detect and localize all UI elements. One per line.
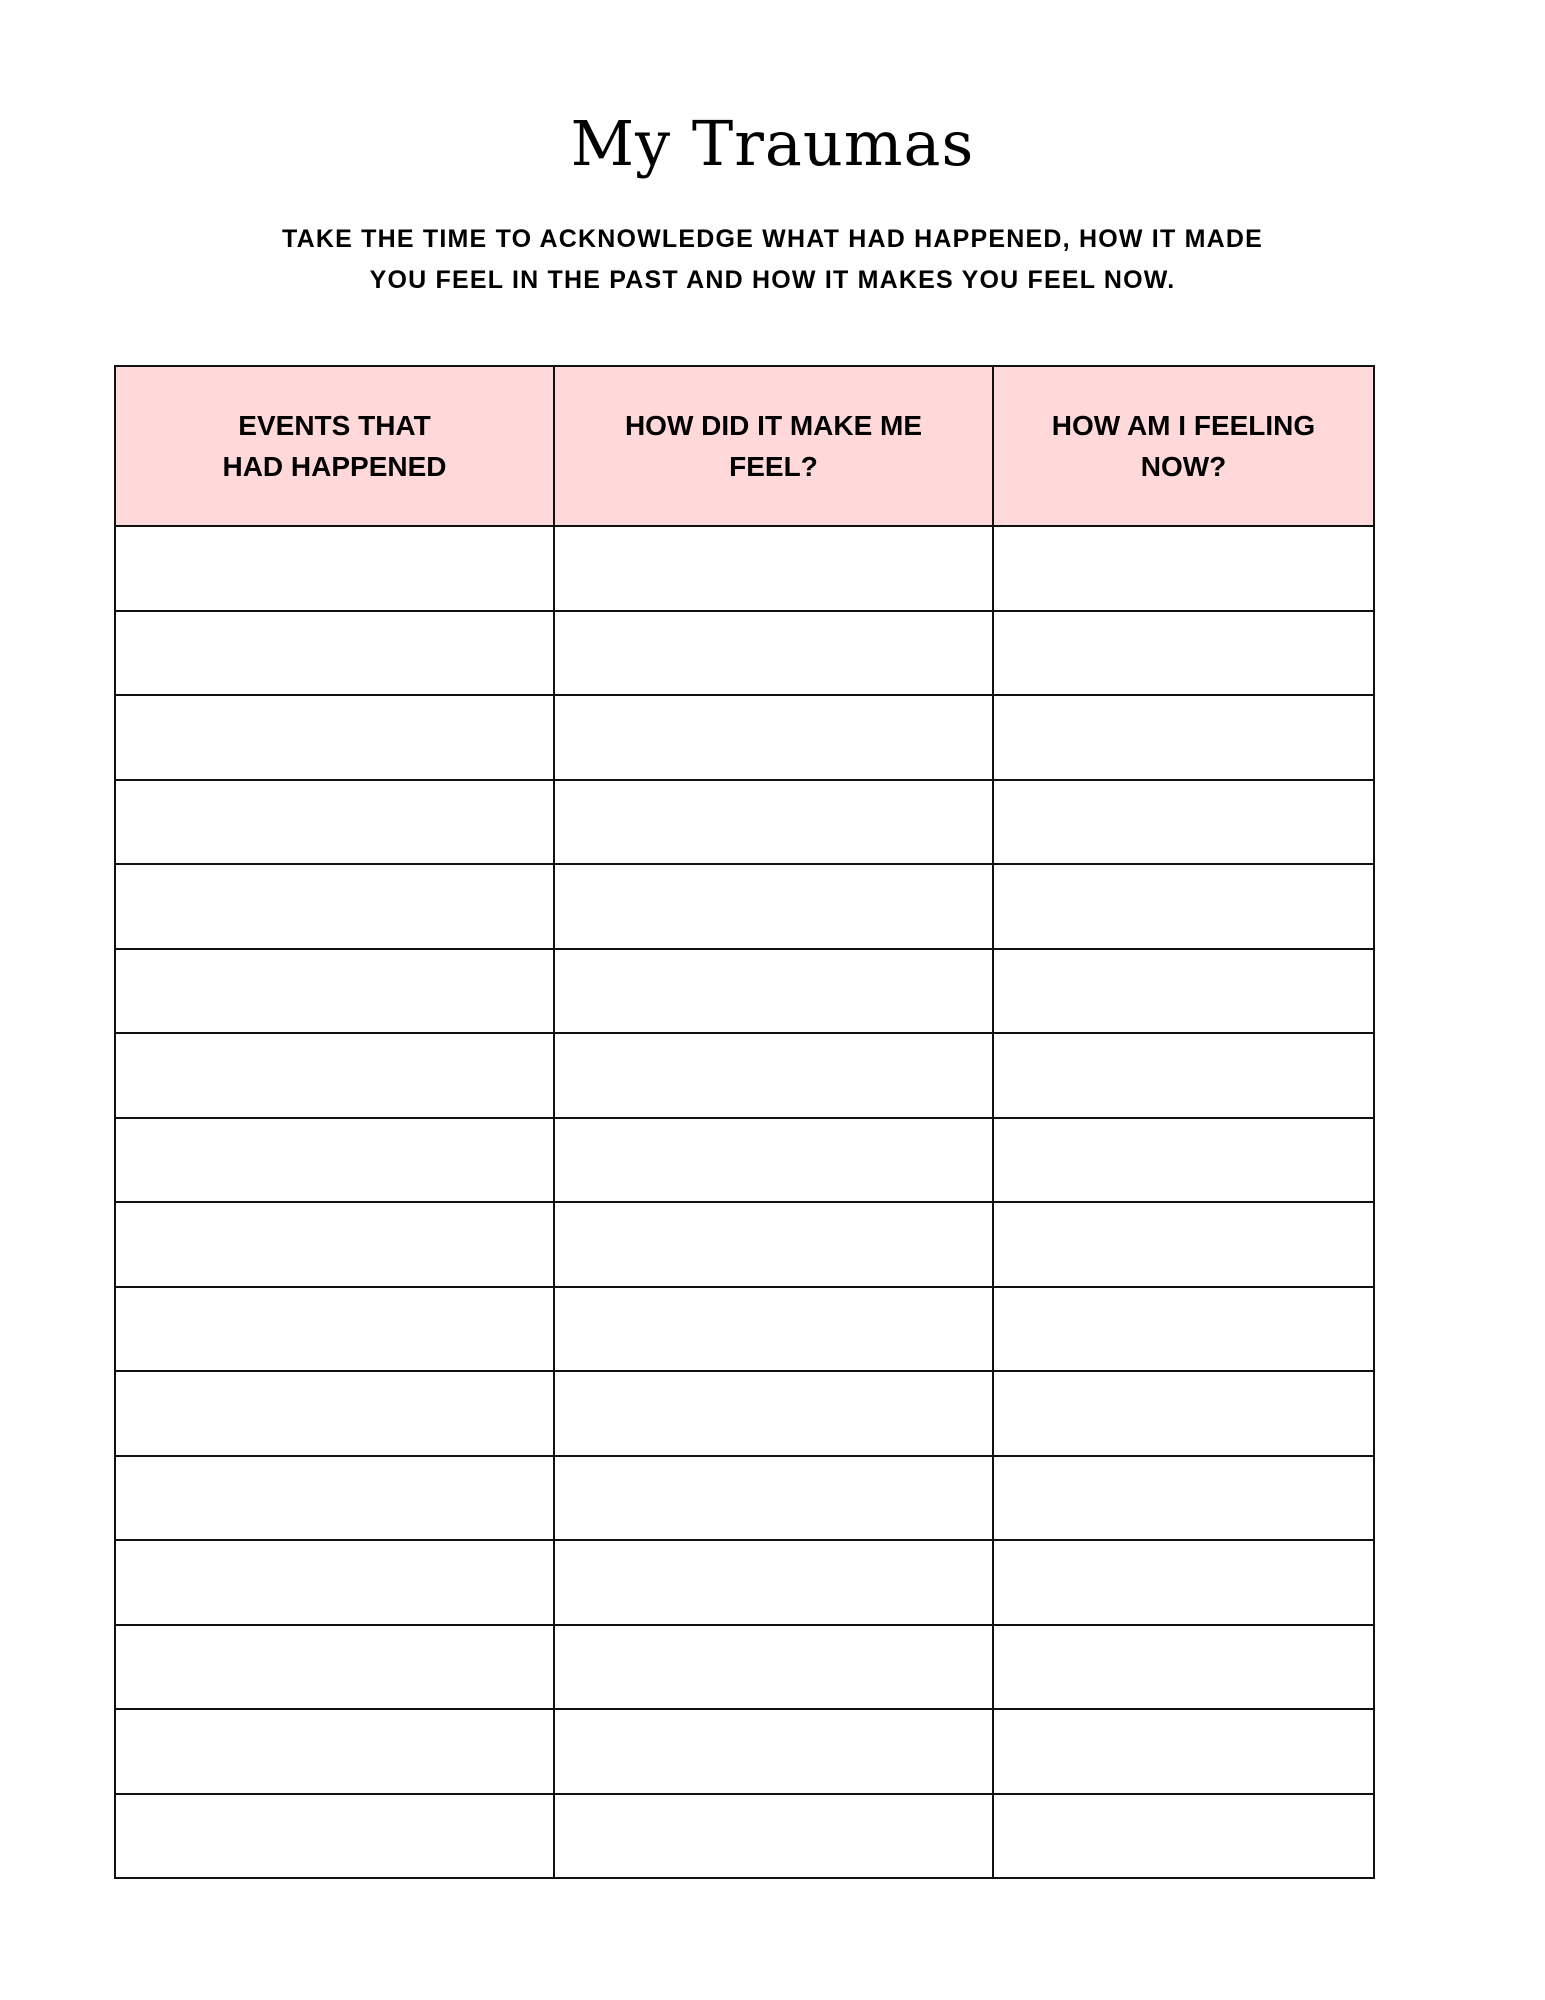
cell-event[interactable] (115, 1118, 554, 1203)
table-row (115, 949, 1374, 1034)
column-header-feeling-now: HOW AM I FEELING NOW? (993, 366, 1374, 526)
cell-event[interactable] (115, 1540, 554, 1625)
cell-past-feeling[interactable] (554, 1625, 993, 1710)
cell-current-feeling[interactable] (993, 695, 1374, 780)
table-row (115, 1287, 1374, 1372)
cell-past-feeling[interactable] (554, 1540, 993, 1625)
cell-past-feeling[interactable] (554, 1371, 993, 1456)
cell-current-feeling[interactable] (993, 1287, 1374, 1372)
table-row (115, 1794, 1374, 1879)
table-body (115, 526, 1374, 1878)
cell-event[interactable] (115, 864, 554, 949)
cell-event[interactable] (115, 1287, 554, 1372)
table-row (115, 864, 1374, 949)
cell-past-feeling[interactable] (554, 780, 993, 865)
cell-past-feeling[interactable] (554, 864, 993, 949)
cell-current-feeling[interactable] (993, 611, 1374, 696)
column-header-how-it-made-me-feel: HOW DID IT MAKE ME FEEL? (554, 366, 993, 526)
table-row (115, 526, 1374, 611)
cell-current-feeling[interactable] (993, 1456, 1374, 1541)
cell-event[interactable] (115, 695, 554, 780)
cell-event[interactable] (115, 949, 554, 1034)
cell-past-feeling[interactable] (554, 949, 993, 1034)
cell-current-feeling[interactable] (993, 1371, 1374, 1456)
table-row (115, 611, 1374, 696)
cell-event[interactable] (115, 526, 554, 611)
cell-past-feeling[interactable] (554, 1202, 993, 1287)
cell-current-feeling[interactable] (993, 1794, 1374, 1879)
table-header-row (115, 366, 1374, 526)
cell-event[interactable] (115, 1202, 554, 1287)
instructions (150, 219, 1395, 301)
table-row (115, 1371, 1374, 1456)
table-row (115, 780, 1374, 865)
column-header-events: EVENTS THAT HAD HAPPENED (115, 366, 554, 526)
cell-current-feeling[interactable] (993, 1625, 1374, 1710)
cell-event[interactable] (115, 1371, 554, 1456)
cell-current-feeling[interactable] (993, 526, 1374, 611)
instructions-line-2: YOU FEEL IN THE PAST AND HOW IT MAKES YOU FEEL NOW. (369, 266, 1176, 294)
table-row (115, 1709, 1374, 1794)
cell-past-feeling[interactable] (554, 1794, 993, 1879)
table-row (115, 1456, 1374, 1541)
cell-event[interactable] (115, 1033, 554, 1118)
cell-past-feeling[interactable] (554, 1456, 993, 1541)
cell-past-feeling[interactable] (554, 526, 993, 611)
table-row (115, 1625, 1374, 1710)
cell-event[interactable] (115, 1625, 554, 1710)
cell-past-feeling[interactable] (554, 611, 993, 696)
cell-past-feeling[interactable] (554, 1287, 993, 1372)
cell-current-feeling[interactable] (993, 949, 1374, 1034)
cell-past-feeling[interactable] (554, 1033, 993, 1118)
cell-past-feeling[interactable] (554, 695, 993, 780)
cell-event[interactable] (115, 1456, 554, 1541)
cell-current-feeling[interactable] (993, 780, 1374, 865)
cell-current-feeling[interactable] (993, 1202, 1374, 1287)
table-row (115, 1540, 1374, 1625)
cell-event[interactable] (115, 780, 554, 865)
page-title: My Traumas (570, 107, 975, 180)
cell-current-feeling[interactable] (993, 1540, 1374, 1625)
instructions-line-1: TAKE THE TIME TO ACKNOWLEDGE WHAT HAD HAPPENED, HOW IT MADE (282, 225, 1263, 253)
cell-current-feeling[interactable] (993, 1709, 1374, 1794)
cell-current-feeling[interactable] (993, 864, 1374, 949)
table-row (115, 1118, 1374, 1203)
table-row (115, 1202, 1374, 1287)
table-row (115, 695, 1374, 780)
cell-event[interactable] (115, 1794, 554, 1879)
cell-current-feeling[interactable] (993, 1033, 1374, 1118)
cell-current-feeling[interactable] (993, 1118, 1374, 1203)
trauma-worksheet-table (114, 365, 1375, 1879)
cell-past-feeling[interactable] (554, 1118, 993, 1203)
cell-event[interactable] (115, 1709, 554, 1794)
table-row (115, 1033, 1374, 1118)
cell-event[interactable] (115, 611, 554, 696)
cell-past-feeling[interactable] (554, 1709, 993, 1794)
